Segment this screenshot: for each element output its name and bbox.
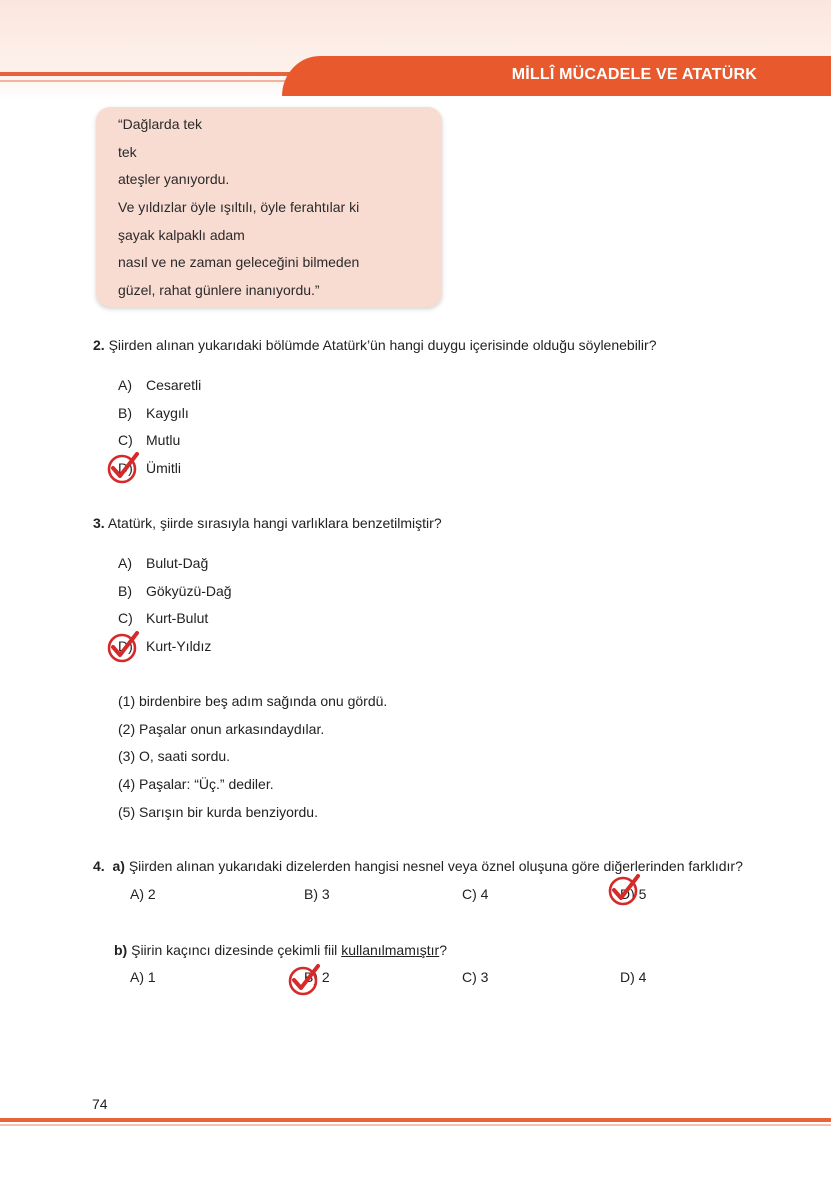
question-4b	[114, 942, 447, 958]
header-rule	[0, 72, 300, 76]
option-c[interactable]	[118, 432, 180, 448]
option-text: Kurt-Yıldız	[146, 638, 212, 654]
question-4a	[93, 858, 743, 874]
question-number: 3.	[93, 515, 105, 531]
option-letter: D)	[118, 638, 133, 654]
subquestion-label: b)	[114, 942, 128, 958]
question-text: Şiirin kaçıncı dizesinde çekimli fiil	[131, 942, 342, 958]
option-letter: B)	[118, 405, 132, 421]
option-b[interactable]: B) 2	[304, 969, 330, 985]
option-c[interactable]: C) 4	[462, 886, 489, 902]
option-letter: B)	[118, 583, 132, 599]
question-number: 2.	[93, 337, 105, 353]
underlined-word: kullanılmamıştır	[341, 942, 440, 958]
question-text: Şiirden alınan yukarıdaki dizelerden hangisi nesnel veya öznel oluşuna göre diğerlerinden farklıdır?	[128, 858, 743, 874]
option-text: Gökyüzü-Dağ	[146, 583, 232, 599]
poem-line: şayak kalpaklı adam	[118, 227, 245, 243]
option-text: Kurt-Bulut	[146, 610, 209, 626]
option-letter: A)	[118, 377, 132, 393]
option-letter: A)	[118, 555, 132, 571]
question-text: Atatürk, şiirde sırasıyla hangi varlıklara benzetilmiştir?	[107, 515, 442, 531]
checkmark-icon	[287, 963, 321, 997]
sentence-line: (1) birdenbire beş adım sağında onu gördü.	[118, 693, 388, 709]
option-text: Cesaretli	[146, 377, 202, 393]
option-b[interactable]	[118, 583, 232, 599]
option-b[interactable]	[118, 405, 189, 421]
option-letter: D)	[118, 460, 133, 476]
sentence-line: (5) Sarışın bir kurda benziyordu.	[118, 804, 318, 820]
option-a[interactable]	[118, 555, 208, 571]
question-3	[93, 515, 442, 531]
subquestion-label: a)	[112, 858, 125, 874]
poem-line: ateşler yanıyordu.	[118, 171, 230, 187]
poem-line: nasıl ve ne zaman geleceğini bilmeden	[118, 254, 360, 270]
question-2	[93, 337, 656, 353]
question-mark: ?	[439, 942, 448, 958]
poem-line: “Dağlarda tek	[118, 116, 203, 132]
option-a[interactable]: A) 2	[130, 886, 156, 902]
option-text: Kaygılı	[146, 405, 189, 421]
footer-rule-thin	[0, 1124, 831, 1126]
option-d[interactable]: D) 5	[620, 886, 647, 902]
option-b[interactable]: B) 3	[304, 886, 330, 902]
poem-line: tek	[118, 144, 137, 160]
checkmark-icon	[106, 451, 140, 485]
poem-line: Ve yıldızlar öyle ışıltılı, öyle ferahtılar ki	[118, 199, 360, 215]
option-letter: C)	[118, 432, 133, 448]
checkmark-icon	[607, 873, 641, 907]
page-number: 74	[92, 1096, 108, 1112]
sentence-line: (3) O, saati sordu.	[118, 748, 231, 764]
option-letter: C)	[118, 610, 133, 626]
option-d[interactable]: D) 4	[620, 969, 647, 985]
header-rule-thin	[0, 80, 310, 82]
option-a[interactable]: A) 1	[130, 969, 156, 985]
sentence-line: (2) Paşalar onun arkasındaydılar.	[118, 721, 325, 737]
option-text: Ümitli	[146, 460, 181, 476]
sentence-line: (4) Paşalar: “Üç.” dediler.	[118, 776, 274, 792]
question-text: Şiirden alınan yukarıdaki bölümde Atatürk’ün hangi duygu içerisinde olduğu söylenebilir?	[108, 337, 657, 353]
option-a[interactable]	[118, 377, 201, 393]
checkmark-icon	[106, 630, 140, 664]
footer-rule	[0, 1118, 831, 1122]
option-text: Bulut-Dağ	[146, 555, 209, 571]
chapter-title: MİLLÎ MÜCADELE VE ATATÜRK	[511, 66, 757, 83]
option-c[interactable]: C) 3	[462, 969, 489, 985]
option-text: Mutlu	[146, 432, 181, 448]
poem-line: güzel, rahat günlere inanıyordu.”	[118, 282, 320, 298]
question-number: 4.	[93, 858, 105, 874]
option-c[interactable]	[118, 610, 208, 626]
